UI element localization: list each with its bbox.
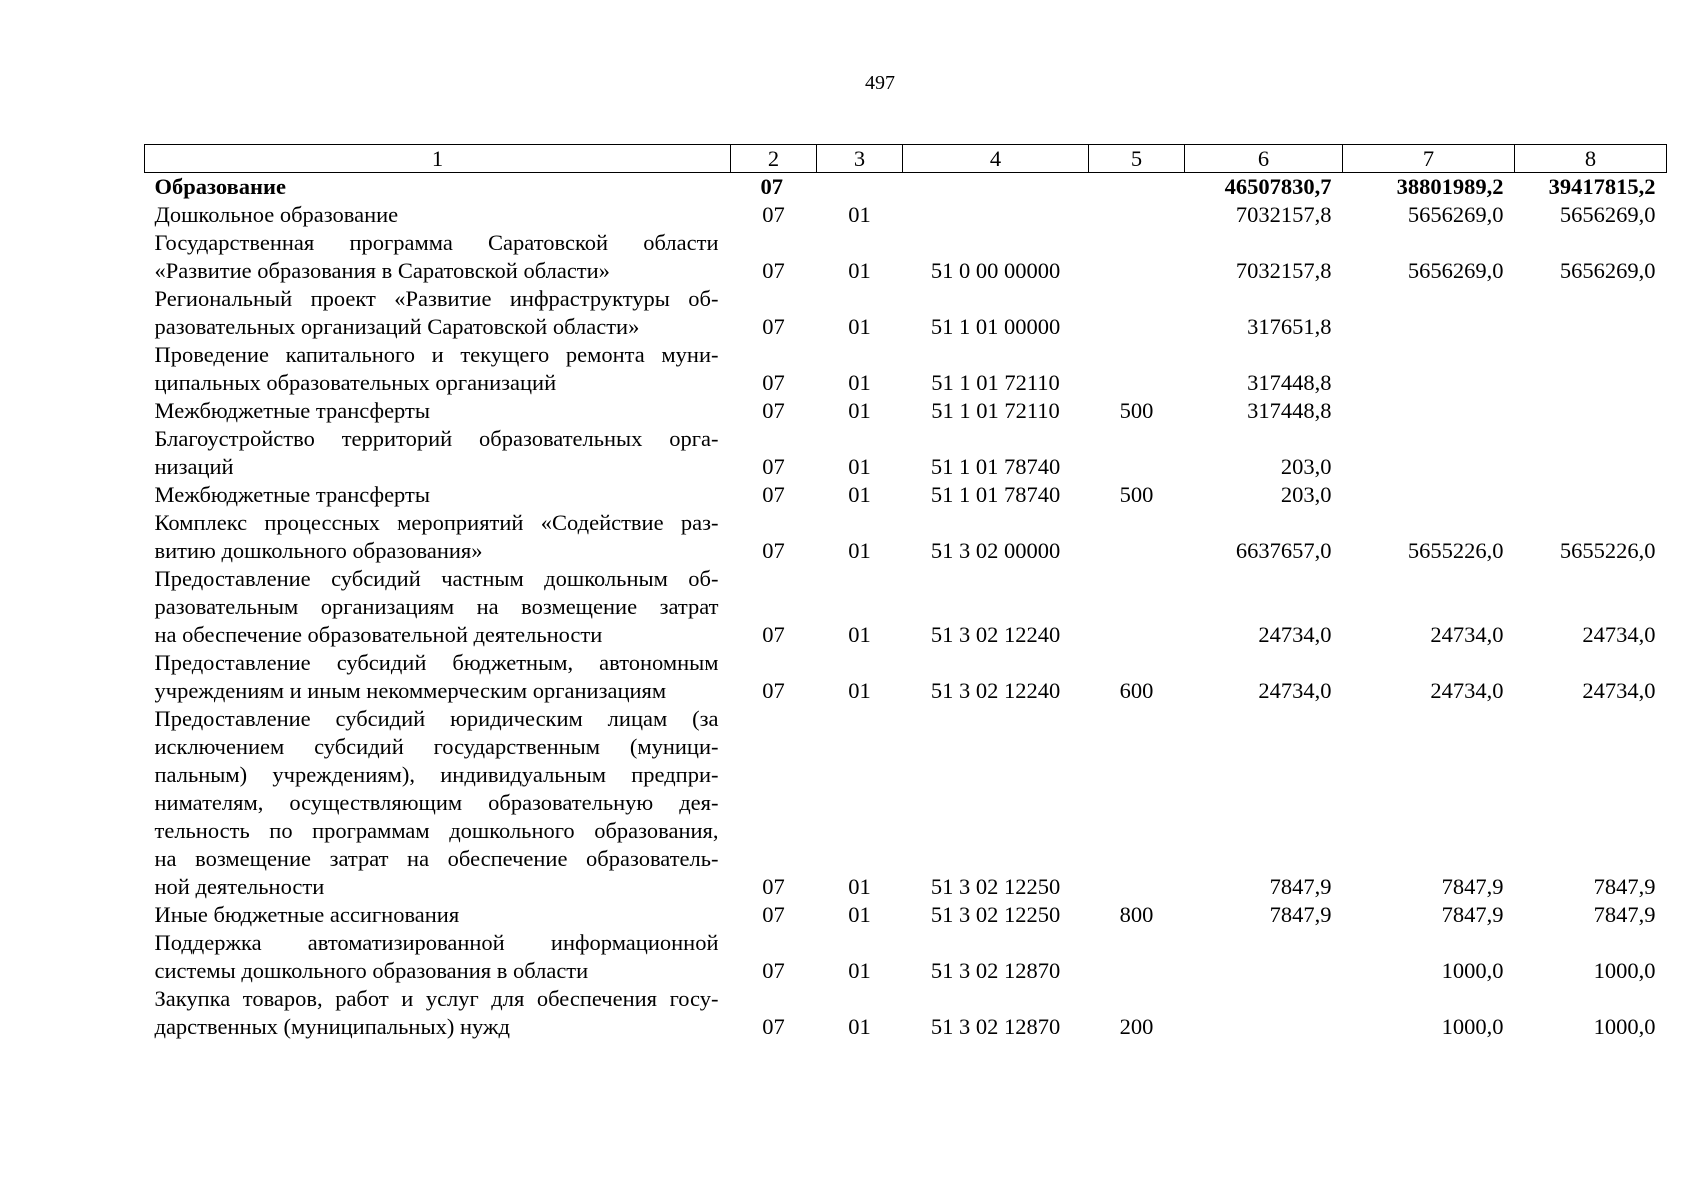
header-col-1: 1	[145, 145, 731, 173]
section-code: 07	[760, 174, 783, 199]
amount-col-6: 7847,9	[1269, 902, 1332, 927]
amount-col-7	[1343, 481, 1515, 509]
section-code: 07	[762, 1014, 785, 1039]
subsection-code: 01	[848, 314, 871, 339]
row-description	[145, 285, 731, 341]
row-description	[145, 509, 731, 565]
section-code: 07	[762, 314, 785, 339]
description-line: системы дошкольного образования в области	[154, 958, 589, 983]
table-row	[145, 985, 1667, 1041]
header-col-6: 6	[1185, 145, 1343, 173]
target-article-code: 51 3 02 12240	[930, 622, 1061, 647]
description-line: Межбюджетные трансферты	[154, 482, 430, 507]
row-description	[145, 901, 731, 929]
expense-type-code	[1089, 705, 1185, 901]
amount-col-6: 317448,8	[1247, 370, 1332, 395]
subsection-code: 01	[848, 902, 871, 927]
expense-type-code	[1089, 565, 1185, 649]
amount-col-8	[1515, 341, 1667, 397]
description-line: Государственная программа Саратовской области	[154, 230, 719, 255]
table-row	[145, 929, 1667, 985]
description-line: «Развитие образования в Саратовской области»	[154, 258, 610, 283]
amount-col-6: 6637657,0	[1235, 538, 1332, 563]
row-description	[145, 201, 731, 229]
subsection-code: 01	[848, 678, 871, 703]
expense-type-code	[1089, 173, 1185, 202]
expense-type-code: 800	[1119, 902, 1154, 927]
amount-col-7: 7847,9	[1441, 874, 1504, 899]
description-line: Межбюджетные трансферты	[154, 398, 430, 423]
row-description	[145, 985, 731, 1041]
target-article-code	[903, 173, 1089, 202]
amount-col-7: 5655226,0	[1407, 538, 1504, 563]
header-col-5: 5	[1089, 145, 1185, 173]
subsection-code: 01	[848, 258, 871, 283]
header-col-7: 7	[1343, 145, 1515, 173]
subsection-code: 01	[848, 622, 871, 647]
row-description	[145, 929, 731, 985]
amount-col-6: 24734,0	[1258, 678, 1332, 703]
target-article-code: 51 1 01 72110	[931, 398, 1060, 423]
target-article-code: 51 1 01 00000	[930, 314, 1061, 339]
row-description	[145, 425, 731, 481]
target-article-code: 51 1 01 78740	[930, 482, 1061, 507]
amount-col-7: 5656269,0	[1407, 258, 1504, 283]
amount-col-6: 7032157,8	[1235, 202, 1332, 227]
table-row	[145, 649, 1667, 705]
expense-type-code	[1089, 285, 1185, 341]
amount-col-8: 5655226,0	[1559, 538, 1656, 563]
amount-col-8: 5656269,0	[1559, 258, 1656, 283]
amount-col-7: 7847,9	[1441, 902, 1504, 927]
description-line: тельность по программам дошкольного образования,	[154, 818, 719, 843]
description-line: пальным) учреждениям), индивидуальным предпри-	[154, 762, 719, 787]
amount-col-7: 24734,0	[1430, 678, 1504, 703]
amount-col-8: 1000,0	[1593, 958, 1656, 983]
row-description	[145, 341, 731, 397]
table-row	[145, 565, 1667, 649]
description-line: нимателям, осуществляющим образовательную дея-	[154, 790, 719, 815]
section-code: 07	[762, 482, 785, 507]
amount-col-7	[1343, 285, 1515, 341]
amount-col-7: 5656269,0	[1407, 202, 1504, 227]
expense-type-code: 500	[1119, 482, 1154, 507]
description-line: Поддержка автоматизированной информационной	[154, 930, 719, 955]
description-line: на возмещение затрат на обеспечение образователь-	[154, 846, 719, 871]
description-line: Комплекс процессных мероприятий «Содействие раз-	[154, 510, 719, 535]
target-article-code: 51 3 02 12250	[930, 874, 1061, 899]
section-code: 07	[762, 874, 785, 899]
amount-col-6	[1185, 929, 1343, 985]
target-article-code	[903, 201, 1089, 229]
description-line: дарственных (муниципальных) нужд	[154, 1014, 510, 1039]
amount-col-8	[1515, 481, 1667, 509]
description-line: разовательных организаций Саратовской области»	[154, 314, 640, 339]
subsection-code: 01	[848, 1014, 871, 1039]
row-description	[145, 565, 731, 649]
column-number-header	[145, 145, 1667, 173]
amount-col-6: 203,0	[1280, 454, 1332, 479]
description-line: учреждениям и иным некоммерческим организациям	[154, 678, 667, 703]
subsection-code: 01	[848, 398, 871, 423]
description-line: Предоставление субсидий бюджетным, автономным	[154, 650, 719, 675]
section-code: 07	[762, 202, 785, 227]
description-line: Благоустройство территорий образовательных орга-	[154, 426, 719, 451]
amount-col-6: 7032157,8	[1235, 258, 1332, 283]
amount-col-7	[1343, 397, 1515, 425]
target-article-code: 51 0 00 00000	[930, 258, 1061, 283]
amount-col-8	[1515, 397, 1667, 425]
description-line: ной деятельности	[154, 874, 325, 899]
target-article-code: 51 3 02 12250	[930, 902, 1061, 927]
section-code: 07	[762, 258, 785, 283]
target-article-code: 51 1 01 78740	[930, 454, 1061, 479]
section-code: 07	[762, 454, 785, 479]
amount-col-6: 317448,8	[1247, 398, 1332, 423]
amount-col-6: 317651,8	[1247, 314, 1332, 339]
expense-type-code: 200	[1119, 1014, 1154, 1039]
amount-col-8: 24734,0	[1582, 678, 1656, 703]
section-code: 07	[762, 370, 785, 395]
section-code: 07	[762, 958, 785, 983]
expense-type-code	[1089, 509, 1185, 565]
amount-col-8: 39417815,2	[1548, 174, 1656, 199]
amount-col-8: 7847,9	[1593, 902, 1656, 927]
amount-col-8: 24734,0	[1582, 622, 1656, 647]
subsection-code	[817, 173, 903, 202]
table-row	[145, 173, 1667, 202]
description-line: витию дошкольного образования»	[154, 538, 483, 563]
amount-col-8: 7847,9	[1593, 874, 1656, 899]
header-col-8: 8	[1515, 145, 1667, 173]
expense-type-code	[1089, 229, 1185, 285]
description-line: Предоставление субсидий частным дошкольным об-	[154, 566, 719, 591]
row-description	[145, 229, 731, 285]
subsection-code: 01	[848, 482, 871, 507]
description-line: Закупка товаров, работ и услуг для обеспечения госу-	[154, 986, 719, 1011]
amount-col-6: 24734,0	[1258, 622, 1332, 647]
description-line: низаций	[154, 454, 234, 479]
description-line: Образование	[154, 174, 286, 199]
description-line: Предоставление субсидий юридическим лицам (за	[154, 706, 719, 731]
table-row	[145, 201, 1667, 229]
section-code: 07	[762, 622, 785, 647]
amount-col-6	[1185, 985, 1343, 1041]
amount-col-6: 203,0	[1280, 482, 1332, 507]
section-code: 07	[762, 538, 785, 563]
target-article-code: 51 3 02 12870	[930, 1014, 1061, 1039]
page-number: 497	[865, 72, 895, 94]
target-article-code: 51 3 02 12240	[930, 678, 1061, 703]
subsection-code: 01	[848, 202, 871, 227]
subsection-code: 01	[848, 874, 871, 899]
table-row	[145, 425, 1667, 481]
table-row	[145, 705, 1667, 901]
description-line: ципальных образовательных организаций	[154, 370, 557, 395]
amount-col-6: 46507830,7	[1224, 174, 1332, 199]
table-row	[145, 481, 1667, 509]
row-description	[145, 397, 731, 425]
subsection-code: 01	[848, 454, 871, 479]
subsection-code: 01	[848, 370, 871, 395]
expense-type-code: 500	[1119, 398, 1154, 423]
description-line: Иные бюджетные ассигнования	[154, 902, 460, 927]
description-line: разовательным организациям на возмещение затрат	[154, 594, 719, 619]
table-row	[145, 397, 1667, 425]
target-article-code: 51 3 02 00000	[930, 538, 1061, 563]
expense-type-code	[1089, 341, 1185, 397]
expense-type-code	[1089, 425, 1185, 481]
amount-col-7: 24734,0	[1430, 622, 1504, 647]
target-article-code: 51 3 02 12870	[930, 958, 1061, 983]
header-col-3: 3	[817, 145, 903, 173]
row-description	[145, 173, 731, 202]
amount-col-8	[1515, 285, 1667, 341]
amount-col-8: 5656269,0	[1559, 202, 1656, 227]
header-col-4: 4	[903, 145, 1089, 173]
section-code: 07	[762, 902, 785, 927]
target-article-code: 51 1 01 72110	[931, 370, 1060, 395]
expense-type-code: 600	[1119, 678, 1154, 703]
amount-col-7: 1000,0	[1441, 1014, 1504, 1039]
budget-table	[144, 144, 1667, 1041]
row-description	[145, 649, 731, 705]
description-line: на обеспечение образовательной деятельности	[154, 622, 603, 647]
amount-col-6: 7847,9	[1269, 874, 1332, 899]
row-description	[145, 481, 731, 509]
table-body	[145, 173, 1667, 1042]
description-line: Дошкольное образование	[154, 202, 399, 227]
table-row	[145, 901, 1667, 929]
table-row	[145, 229, 1667, 285]
amount-col-7	[1343, 341, 1515, 397]
description-line: исключением субсидий государственным (муници-	[154, 734, 719, 759]
header-col-2: 2	[731, 145, 817, 173]
subsection-code: 01	[848, 958, 871, 983]
row-description	[145, 705, 731, 901]
amount-col-8	[1515, 425, 1667, 481]
section-code: 07	[762, 398, 785, 423]
section-code: 07	[762, 678, 785, 703]
amount-col-8: 1000,0	[1593, 1014, 1656, 1039]
description-line: Проведение капитального и текущего ремонта муни-	[154, 342, 719, 367]
description-line: Региональный проект «Развитие инфраструктуры об-	[154, 286, 719, 311]
table-row	[145, 341, 1667, 397]
table-row	[145, 285, 1667, 341]
amount-col-7	[1343, 425, 1515, 481]
expense-type-code	[1089, 929, 1185, 985]
amount-col-7: 38801989,2	[1396, 174, 1504, 199]
amount-col-7: 1000,0	[1441, 958, 1504, 983]
subsection-code: 01	[848, 538, 871, 563]
table-row	[145, 509, 1667, 565]
expense-type-code	[1089, 201, 1185, 229]
